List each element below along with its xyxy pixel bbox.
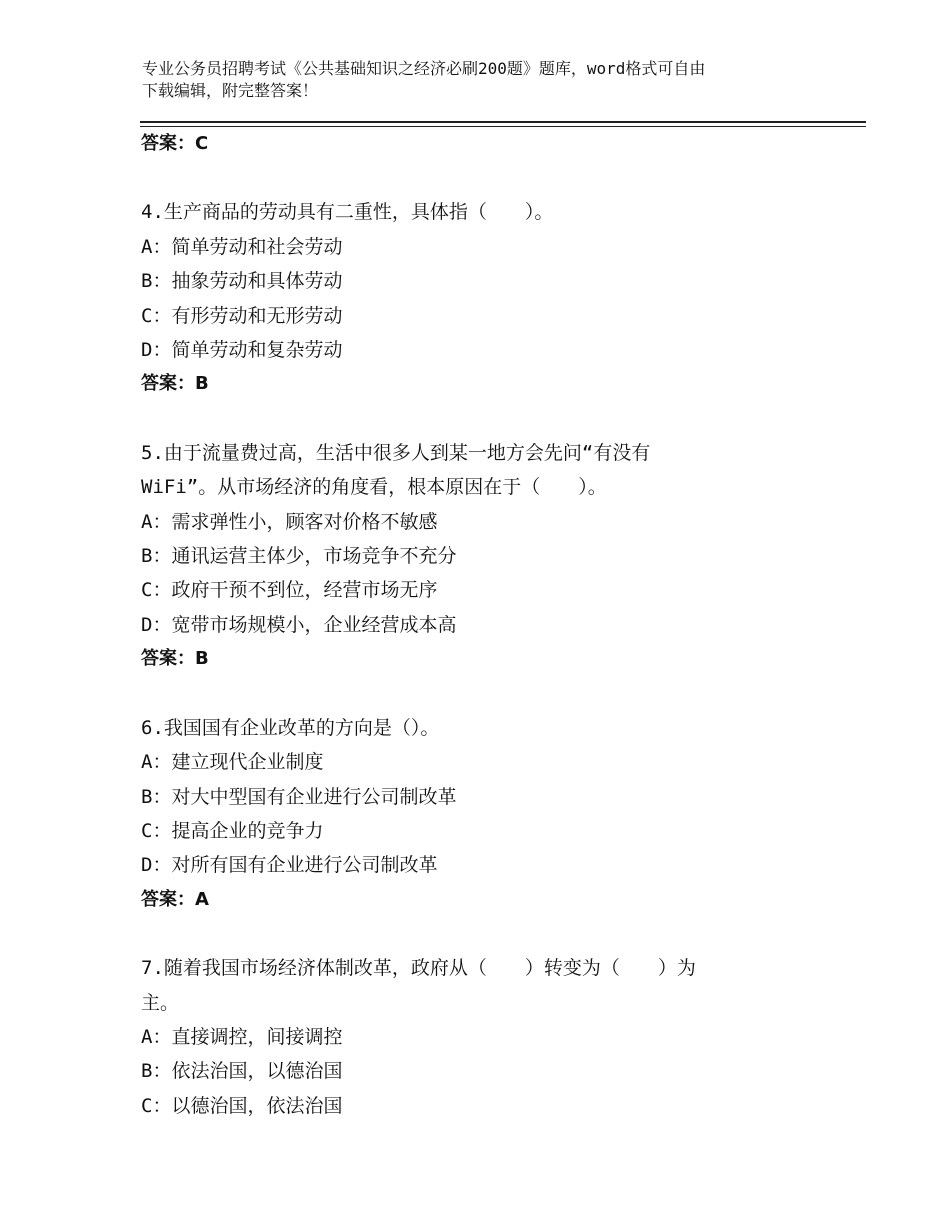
document-header bbox=[142, 58, 822, 102]
question-stem-cont: WiFi”。从市场经济的角度看，根本原因在于（ ）。 bbox=[141, 476, 607, 499]
question-stem-cont: 主。 bbox=[141, 991, 180, 1014]
answer-line: 答案：A bbox=[141, 888, 209, 910]
option-b: B：通讯运营主体少，市场竞争不充分 bbox=[141, 545, 457, 568]
question-stem: 4.生产商品的劳动具有二重性，具体指（ ）。 bbox=[141, 201, 554, 224]
option-b: B：依法治国，以德治国 bbox=[141, 1060, 343, 1083]
question-stem: 6.我国国有企业改革的方向是（）。 bbox=[141, 716, 440, 739]
option-c: C：以德治国，依法治国 bbox=[141, 1094, 343, 1117]
option-a: A：建立现代企业制度 bbox=[141, 751, 324, 774]
header-line-2: 下载编辑，附完整答案！ bbox=[142, 81, 319, 100]
answer-line: 答案：C bbox=[141, 133, 209, 154]
option-b: B：对大中型国有企业进行公司制改革 bbox=[141, 785, 457, 808]
option-d: D：对所有国有企业进行公司制改革 bbox=[141, 854, 438, 877]
option-a: A：需求弹性小，顾客对价格不敏感 bbox=[141, 510, 438, 533]
option-b: B：抽象劳动和具体劳动 bbox=[141, 270, 343, 293]
option-a: A：简单劳动和社会劳动 bbox=[141, 235, 343, 258]
answer-line: 答案：B bbox=[141, 648, 209, 670]
document-body bbox=[141, 127, 841, 1123]
question-7 bbox=[141, 951, 841, 1123]
question-4 bbox=[141, 195, 841, 401]
question-stem: 5.由于流量费过高，生活中很多人到某一地方会先问“有没有 bbox=[141, 441, 651, 464]
option-d: D：宽带市场规模小，企业经营成本高 bbox=[141, 613, 457, 636]
spacer bbox=[141, 677, 841, 711]
option-c: C：政府干预不到位，经营市场无序 bbox=[141, 579, 438, 602]
spacer bbox=[141, 161, 841, 195]
spacer bbox=[141, 917, 841, 951]
question-6 bbox=[141, 711, 841, 917]
answer-line: 答案：B bbox=[141, 373, 209, 395]
option-c: C：有形劳动和无形劳动 bbox=[141, 304, 343, 327]
option-d: D：简单劳动和复杂劳动 bbox=[141, 339, 343, 362]
header-line-1: 专业公务员招聘考试《公共基础知识之经济必刷200题》题库，word格式可自由 bbox=[142, 59, 706, 78]
spacer bbox=[141, 402, 841, 436]
question-5 bbox=[141, 436, 841, 677]
option-a: A：直接调控，间接调控 bbox=[141, 1025, 343, 1048]
question-stem: 7.随着我国市场经济体制改革，政府从（ ）转变为（ ）为 bbox=[141, 957, 696, 980]
option-c: C：提高企业的竞争力 bbox=[141, 819, 324, 842]
header-rule-thick bbox=[140, 121, 866, 123]
